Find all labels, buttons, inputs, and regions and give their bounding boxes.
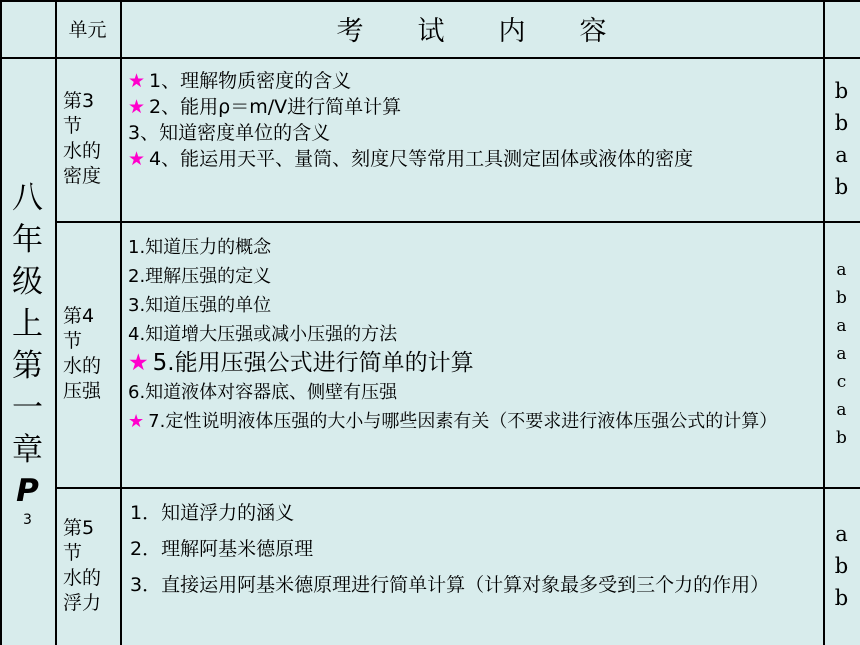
star-icon: ★	[128, 148, 146, 170]
content-item-text: 6.知道液体对容器底、侧壁有压强	[128, 382, 398, 403]
header-content-cell	[120, 0, 825, 59]
level-letter: a	[836, 400, 847, 420]
section-title-cell	[55, 221, 122, 489]
section-title-line: 水的	[63, 355, 102, 377]
content-item-text: 3．直接运用阿基米德原理进行简单计算（计算对象最多受到三个力的作用）	[130, 574, 770, 596]
chapter-char: 章	[12, 432, 43, 468]
star-icon: ★	[128, 411, 145, 432]
content-item	[130, 531, 815, 567]
header-level-cell	[823, 0, 860, 59]
level-letter: b	[836, 288, 847, 308]
section-title-line: 第4	[63, 305, 95, 327]
section-levels-cell	[823, 57, 860, 223]
chapter-char: 一	[12, 390, 43, 426]
level-letter: b	[834, 554, 849, 578]
section-title-cell	[55, 487, 122, 645]
section-content-cell	[120, 487, 825, 645]
content-item	[130, 567, 815, 603]
chapter-cell	[0, 57, 57, 645]
content-item-text: 5.能用压强公式进行简单的计算	[152, 350, 474, 376]
star-icon: ★	[128, 350, 149, 376]
content-item-text: 2、能用ρ＝m/V进行简单计算	[149, 96, 402, 118]
level-letter: c	[836, 372, 847, 392]
level-letter: b	[836, 428, 847, 448]
level-letter: b	[834, 586, 849, 610]
section-content-cell	[120, 221, 825, 489]
level-letter: a	[835, 522, 848, 546]
chapter-char: 级	[12, 264, 43, 300]
content-item	[128, 291, 815, 320]
section-title-line: 水的	[63, 140, 102, 162]
chapter-page-number: 3	[23, 512, 32, 528]
content-item-text: 1．知道浮力的涵义	[130, 502, 295, 524]
level-letter: a	[836, 344, 847, 364]
section-title-line: 水的	[63, 567, 102, 589]
level-letter: b	[834, 111, 849, 135]
content-item	[128, 320, 815, 349]
content-item	[128, 378, 815, 407]
section-content-cell	[120, 57, 825, 223]
section-title-line: 压强	[63, 380, 102, 402]
content-item-text: 4、能运用天平、量筒、刻度尺等常用工具测定固体或液体的密度	[149, 148, 694, 170]
section-title-line: 节	[63, 115, 83, 137]
content-item-text: 1.知道压力的概念	[128, 237, 272, 258]
content-item-text: 1、理解物质密度的含义	[149, 70, 352, 92]
header-unit-label: 单元	[68, 19, 107, 41]
chapter-char: 上	[12, 306, 43, 342]
level-letter: a	[836, 260, 847, 280]
content-item	[128, 407, 815, 436]
chapter-char: 八	[12, 180, 43, 216]
chapter-char: 年	[12, 222, 43, 258]
section-title-line: 节	[63, 330, 83, 352]
content-item	[130, 495, 815, 531]
chapter-page-letter: P	[16, 473, 39, 509]
level-letter: a	[836, 316, 847, 336]
content-item	[128, 94, 815, 120]
section-levels-cell	[823, 221, 860, 489]
content-item-text: 7.定性说明液体压强的大小与哪些因素有关（不要求进行液体压强公式的计算）	[148, 411, 778, 432]
level-letter: a	[835, 143, 848, 167]
section-title-line: 第5	[63, 517, 95, 539]
section-title-cell	[55, 57, 122, 223]
section-levels-cell	[823, 487, 860, 645]
chapter-char: 第	[12, 348, 43, 384]
content-item-text: 3.知道压强的单位	[128, 295, 272, 316]
content-item	[128, 120, 815, 146]
level-letter: b	[834, 79, 849, 103]
content-item	[128, 349, 815, 378]
section-title-line: 节	[63, 542, 83, 564]
star-icon: ★	[128, 70, 146, 92]
content-item	[128, 233, 815, 262]
header-content-title: 考 试 内 容	[336, 16, 607, 47]
content-item	[128, 262, 815, 291]
content-item-text: 2.理解压强的定义	[128, 266, 272, 287]
section-title-line: 浮力	[63, 592, 102, 614]
header-corner-cell	[0, 0, 57, 59]
content-item-text: 2．理解阿基米德原理	[130, 538, 314, 560]
content-item	[128, 146, 815, 172]
content-item-text: 3、知道密度单位的含义	[128, 122, 331, 144]
header-unit-cell	[55, 0, 122, 59]
star-icon: ★	[128, 96, 146, 118]
level-letter: b	[834, 175, 849, 199]
section-title-line: 第3	[63, 90, 95, 112]
content-item-text: 4.知道增大压强或减小压强的方法	[128, 324, 398, 345]
content-item	[128, 68, 815, 94]
section-title-line: 密度	[63, 165, 102, 187]
